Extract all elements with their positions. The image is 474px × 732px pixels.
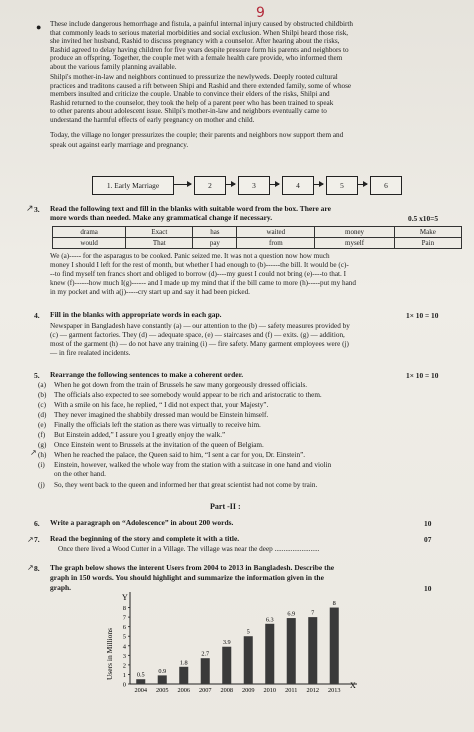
sentence-text: Einstein, however, walked the whole way from the station with a suitcase in one hand and violin: [54, 461, 332, 469]
flowchart-box: 2: [194, 176, 226, 195]
text-line: in my pocket and with a(j)-----cry start up and say it had been picked.: [50, 288, 250, 296]
text-line: Rashid agreed to delay having children for five years despite pressure form his parents and neighbors to: [50, 45, 349, 54]
question-title: Read the beginning of the story and complete it with a title.: [50, 534, 240, 543]
tick-mark: ↗: [30, 448, 37, 457]
x-tick-label: 2006: [177, 687, 191, 694]
question-title: Rearrange the following sentences to make a coherent order.: [50, 370, 244, 379]
text-line: Rashid returned to the counselor, they took the help of a parent peer who has been trained to speak: [50, 98, 334, 107]
y-axis-letter: Y: [122, 593, 128, 602]
sentence-key: (c): [38, 401, 46, 409]
sentence-text: The officials also expected to see somebody would appear to be rich and aristocratic to them.: [54, 391, 322, 399]
bullet-mark: ●: [36, 22, 42, 32]
question-title: The graph below shows the interent Users from 2004 to 2013 in Bangladesh. Describe the: [50, 563, 335, 572]
bar: [265, 624, 274, 684]
question-title: graph in 150 words. You should highlight and summarize the information given in the: [50, 573, 324, 582]
y-tick-label: 8: [122, 605, 126, 613]
flowchart-box: 4: [282, 176, 314, 195]
word-box-cell: waited: [237, 227, 315, 238]
internet-users-bar-chart: [100, 588, 360, 700]
sentence-key: (i): [38, 461, 45, 469]
flowchart-box: 3: [238, 176, 270, 195]
question-marks: 10: [424, 584, 432, 593]
bar-value-label: 6.3: [265, 616, 274, 624]
bar-value-label: 0.5: [136, 671, 145, 679]
bar-value-label: 2.7: [201, 650, 210, 658]
text-line: practices and traditons caused a rift between Shipi and Rashid and there extended family, some of whose: [50, 81, 352, 90]
x-tick-label: 2008: [220, 687, 234, 694]
sentence-key: (f): [38, 431, 46, 439]
x-tick-label: 2007: [198, 687, 212, 694]
question-instruction: more words than needed. Make any grammatical change if necessary.: [50, 213, 273, 222]
question-number: 4.: [34, 311, 40, 320]
sentence-key: (h): [38, 451, 47, 459]
text-line: about the various family planning available.: [50, 62, 177, 71]
question-number: 8.: [34, 564, 40, 573]
bar-value-label: 0.9: [158, 667, 167, 675]
word-box-cell: would: [53, 238, 126, 249]
story-beginning: Once there lived a Wood Cutter in a Village. The village was near the deep .........................: [58, 545, 320, 553]
bar: [244, 636, 253, 684]
text-line: (c) — garment factories. They (d) — adequate space, (e) — staircases and (f) — exits. (g) — addition,: [50, 331, 345, 339]
bar-value-label: 8: [332, 600, 336, 608]
sentence-text: So, they went back to the queen and informed her that great scientist had not come by train.: [54, 481, 318, 489]
word-box-cell: drama: [53, 227, 126, 238]
flowchart-arrow: [173, 184, 191, 185]
bar-value-label: 7: [311, 609, 315, 617]
text-line: that commonly leads to serious material morbidities and social exclusion. When Shilpi heard those risk,: [50, 28, 349, 37]
question-marks: 1× 10 = 10: [406, 371, 439, 380]
text-line: Shilpi's mother-in-law and neighbors continued to pressurize the newlyweds. Deeply rooted cultural: [50, 73, 338, 81]
text-line: most of the garment (h) — do not have any training (i) — fire safety. Many garment employees were (j): [50, 340, 349, 348]
question-marks: 1× 10 = 10: [406, 311, 439, 320]
tick-mark: ↗: [27, 535, 34, 544]
y-tick-label: 1: [122, 671, 126, 679]
x-tick-label: 2011: [285, 687, 298, 694]
text-line: We (a)----- for the asparagus to be cooked. Panic seized me. It was not a question now how much: [50, 252, 330, 260]
sentence-text: Once Einstein went to Brussels at the invitation of the queen of Belgiam.: [54, 441, 264, 449]
word-box-cell: Exact: [126, 227, 193, 238]
sentence-text: Finally the officials left the station as there was virtually to receive him.: [54, 421, 261, 429]
question-marks: 07: [424, 535, 432, 544]
word-box-cell: from: [237, 238, 315, 249]
text-line: These include dangerous hemorrhage and fistula, a painful internal injury caused by obstructed childbirth: [50, 20, 353, 28]
tick-mark: ↗: [27, 563, 34, 572]
text-line: members insulted and criticize the couple. Unable to convince their elders of the risks, Shilpi and: [50, 90, 330, 98]
text-line: --to find myself ten francs short and obliged to borrow (d)----my guest I could not bring (e)----to that. I: [50, 270, 347, 278]
question-number: 7.: [34, 535, 40, 544]
y-tick-label: 6: [122, 624, 126, 632]
word-box-cell: That: [126, 238, 193, 249]
bar-value-label: 1.8: [179, 659, 188, 667]
y-tick-label: 7: [122, 614, 126, 622]
sentence-text: When he got down from the train of Brussels he saw many gorgeously dressed officials.: [54, 381, 308, 389]
word-box-cell: money: [315, 227, 394, 238]
sentence-text: They never imagined the shabbily dressed man would be Einstein himself.: [54, 411, 269, 419]
bar-value-label: 3.9: [222, 639, 231, 647]
word-box-cell: has: [193, 227, 237, 238]
question-instruction: Read the following text and fill in the blanks with suitable word from the box. There are: [50, 204, 331, 213]
x-tick-label: 2013: [327, 687, 341, 694]
x-axis-letter: X: [350, 681, 356, 690]
sentence-key: (b): [38, 391, 47, 399]
flowchart-box: 1. Early Marriage: [92, 176, 174, 195]
sentence-key: (g): [38, 441, 47, 449]
question-number: 6.: [34, 519, 40, 528]
tick-mark: ↗: [26, 204, 34, 214]
y-tick-label: 2: [122, 662, 126, 670]
flowchart-arrow: [357, 184, 367, 185]
bar: [179, 667, 188, 684]
question-number: 3.: [34, 205, 40, 214]
part-heading: Part -II :: [210, 502, 241, 511]
sentence-text: When he reached the palace, the Queen said to him, “I sent a car for you, Dr. Einstein”.: [54, 451, 306, 459]
text-line: knew (f)------how much I(g)------ and I made up my mind that if the bill came to more (h)-----put my hand: [50, 279, 356, 287]
sentence-text: But Einstein added,” I assure you I greatly enjoy the walk.”: [54, 431, 226, 439]
text-line: speak out against early marriage and pregnancy.: [50, 141, 189, 149]
bar: [287, 618, 296, 684]
question-marks: 0.5 x10=5: [408, 214, 439, 223]
x-tick-label: 2005: [155, 687, 169, 694]
flowchart-arrow: [313, 184, 323, 185]
x-tick-label: 2012: [306, 687, 320, 694]
word-box-cell: Make: [394, 227, 461, 238]
y-tick-label: 0: [122, 681, 126, 689]
bar-value-label: 6.9: [287, 610, 296, 618]
sentence-key: (j): [38, 481, 45, 489]
text-line: money I should I left for the rest of month, but whether I had enough to (b)------the bill. It would be (c)-: [50, 261, 349, 269]
text-line: produce an offspring. Together, the couple met with a female health care provide, who informed them: [50, 54, 343, 62]
flowchart-arrow: [269, 184, 279, 185]
question-title: graph.: [50, 583, 72, 592]
bar-value-label: 5: [246, 628, 250, 636]
bar: [201, 658, 210, 684]
y-tick-label: 5: [122, 633, 126, 641]
y-tick-label: 3: [122, 652, 126, 660]
flowchart-box: 5: [326, 176, 358, 195]
text-line: understand the harmful effects of early pregnancy on mother and child.: [50, 115, 255, 124]
text-line: she invited her husband, Rashid to discuss pregnancy with a counselor. After hearing about the risks,: [50, 37, 340, 45]
x-tick-label: 2004: [134, 687, 148, 694]
word-box-cell: Pain: [394, 238, 461, 249]
question-title: Fill in the blanks with appropriate words in each gap.: [50, 310, 222, 319]
flowchart-box: 6: [370, 176, 402, 195]
word-box-cell: pay: [193, 238, 237, 249]
bar: [136, 679, 145, 684]
bar: [330, 608, 339, 684]
sentence-key: (e): [38, 421, 46, 429]
text-line: Today, the village no longer pressurizes the couple; their parents and neighbors now support them and: [50, 131, 344, 139]
text-line: Newspaper in Bangladesh have constantly (a) — our attention to the (b) — safety measures provided by: [50, 322, 350, 330]
sentence-key: (a): [38, 381, 46, 389]
question-marks: 10: [424, 519, 432, 528]
sentence-key: (d): [38, 411, 47, 419]
y-tick-label: 4: [122, 643, 126, 651]
x-tick-label: 2010: [263, 687, 277, 694]
bar: [158, 675, 167, 684]
y-axis-label: Users in Millions: [105, 627, 114, 681]
word-box: [52, 226, 462, 249]
x-tick-label: 2009: [241, 687, 255, 694]
bar: [308, 617, 317, 684]
flowchart-arrow: [225, 184, 235, 185]
sentence-text: on the other hand.: [54, 470, 106, 478]
text-line: to other parents about adolescent issue. Shilpi's mother-in-law and neighbors eventually came to: [50, 107, 327, 115]
bar: [222, 647, 231, 684]
question-number: 5.: [34, 371, 40, 380]
text-line: — in fire realated incidents.: [50, 349, 131, 357]
sentence-text: With a smile on his face, he replied, “ I did not expect that, your Majesty”.: [54, 401, 269, 409]
word-box-cell: myself: [315, 238, 394, 249]
question-title: Write a paragraph on “Adolescence” in about 200 words.: [50, 518, 234, 527]
handwritten-mark: 9: [256, 5, 265, 21]
